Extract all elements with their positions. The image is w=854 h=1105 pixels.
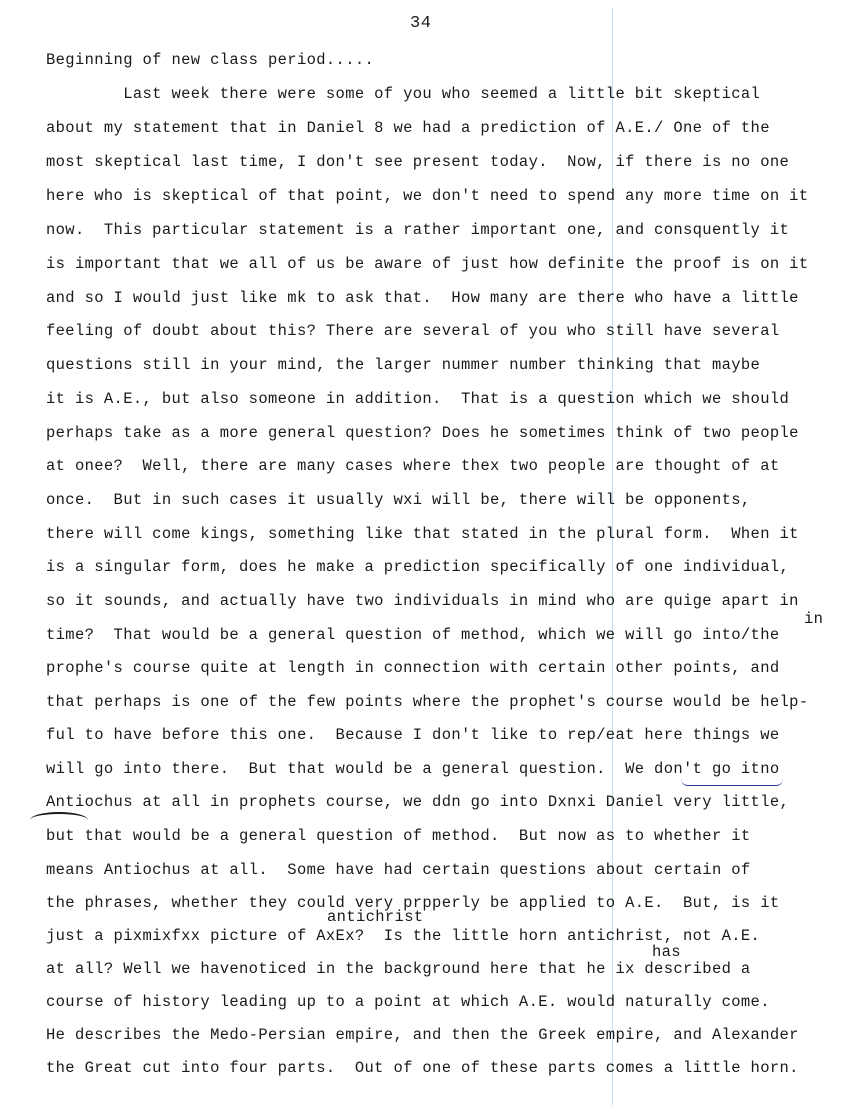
text-line: it is A.E., but also someone in addition. That is a question which we should	[46, 390, 790, 408]
text-line: feeling of doubt about this? There are several of you who still have several	[46, 322, 780, 340]
text-line: Last week there were some of you who seemed a little bit skeptical	[46, 85, 761, 103]
text-line: prophe's course quite at length in connection with certain other points, and	[46, 659, 780, 677]
text-line: He describes the Medo-Persian empire, and then the Greek empire, and Alexander	[46, 1026, 799, 1044]
text-line: ful to have before this one. Because I don't like to rep/eat here things we	[46, 726, 780, 744]
handwritten-underline	[681, 779, 783, 786]
text-line: about my statement that in Daniel 8 we had a prediction of A.E./ One of the	[46, 119, 770, 137]
text-line: is a singular form, does he make a prediction specifically of one individual,	[46, 558, 790, 576]
text-line: the phrases, whether they could very prpperly be applied to A.E. But, is it	[46, 894, 780, 912]
text-line: there will come kings, something like that stated in the plural form. When it	[46, 525, 799, 543]
text-line: Beginning of new class period.....	[46, 51, 375, 69]
text-line: so it sounds, and actually have two individuals in mind who are quige apart in	[46, 592, 799, 610]
text-line: perhaps take as a more general question? Does he sometimes think of two people	[46, 424, 799, 442]
insertion-in: in	[804, 610, 824, 628]
insertion-antichrist: antichrist	[327, 908, 424, 926]
text-line: questions still in your mind, the larger nummer number thinking that maybe	[46, 356, 761, 374]
text-line: course of history leading up to a point at which A.E. would naturally come.	[46, 993, 770, 1011]
text-line: Antiochus at all in prophets course, we ddn go into Dxnxi Daniel very little,	[46, 793, 790, 811]
insertion-has: has	[652, 943, 681, 961]
text-line: will go into there. But that would be a general question. We don't go itno	[46, 760, 780, 778]
text-line: and so I would just like mk to ask that. How many are there who have a little	[46, 289, 799, 307]
text-line: most skeptical last time, I don't see present today. Now, if there is no one	[46, 153, 790, 171]
text-line: the Great cut into four parts. Out of one of these parts comes a little horn.	[46, 1059, 799, 1077]
text-line: is important that we all of us be aware of just how definite the proof is on it	[46, 255, 809, 273]
text-line: that perhaps is one of the few points where the prophet's course would be help-	[46, 693, 809, 711]
text-line: now. This particular statement is a rather important one, and consquently it	[46, 221, 790, 239]
text-line: at all? Well we havenoticed in the background here that he ix described a	[46, 960, 751, 978]
text-line: just a pixmixfxx picture of AxEx? Is the little horn antichrist, not A.E.	[46, 927, 761, 945]
text-line: means Antiochus at all. Some have had certain questions about certain of	[46, 861, 751, 879]
text-line: but that would be a general question of method. But now as to whether it	[46, 827, 751, 845]
text-line: at onee? Well, there are many cases where thex two people are thought of at	[46, 457, 780, 475]
text-line: here who is skeptical of that point, we don't need to spend any more time on it	[46, 187, 809, 205]
text-line: time? That would be a general question of method, which we will go into/the	[46, 626, 780, 644]
page-number: 34	[410, 14, 432, 33]
text-line: once. But in such cases it usually wxi will be, there will be opponents,	[46, 491, 751, 509]
